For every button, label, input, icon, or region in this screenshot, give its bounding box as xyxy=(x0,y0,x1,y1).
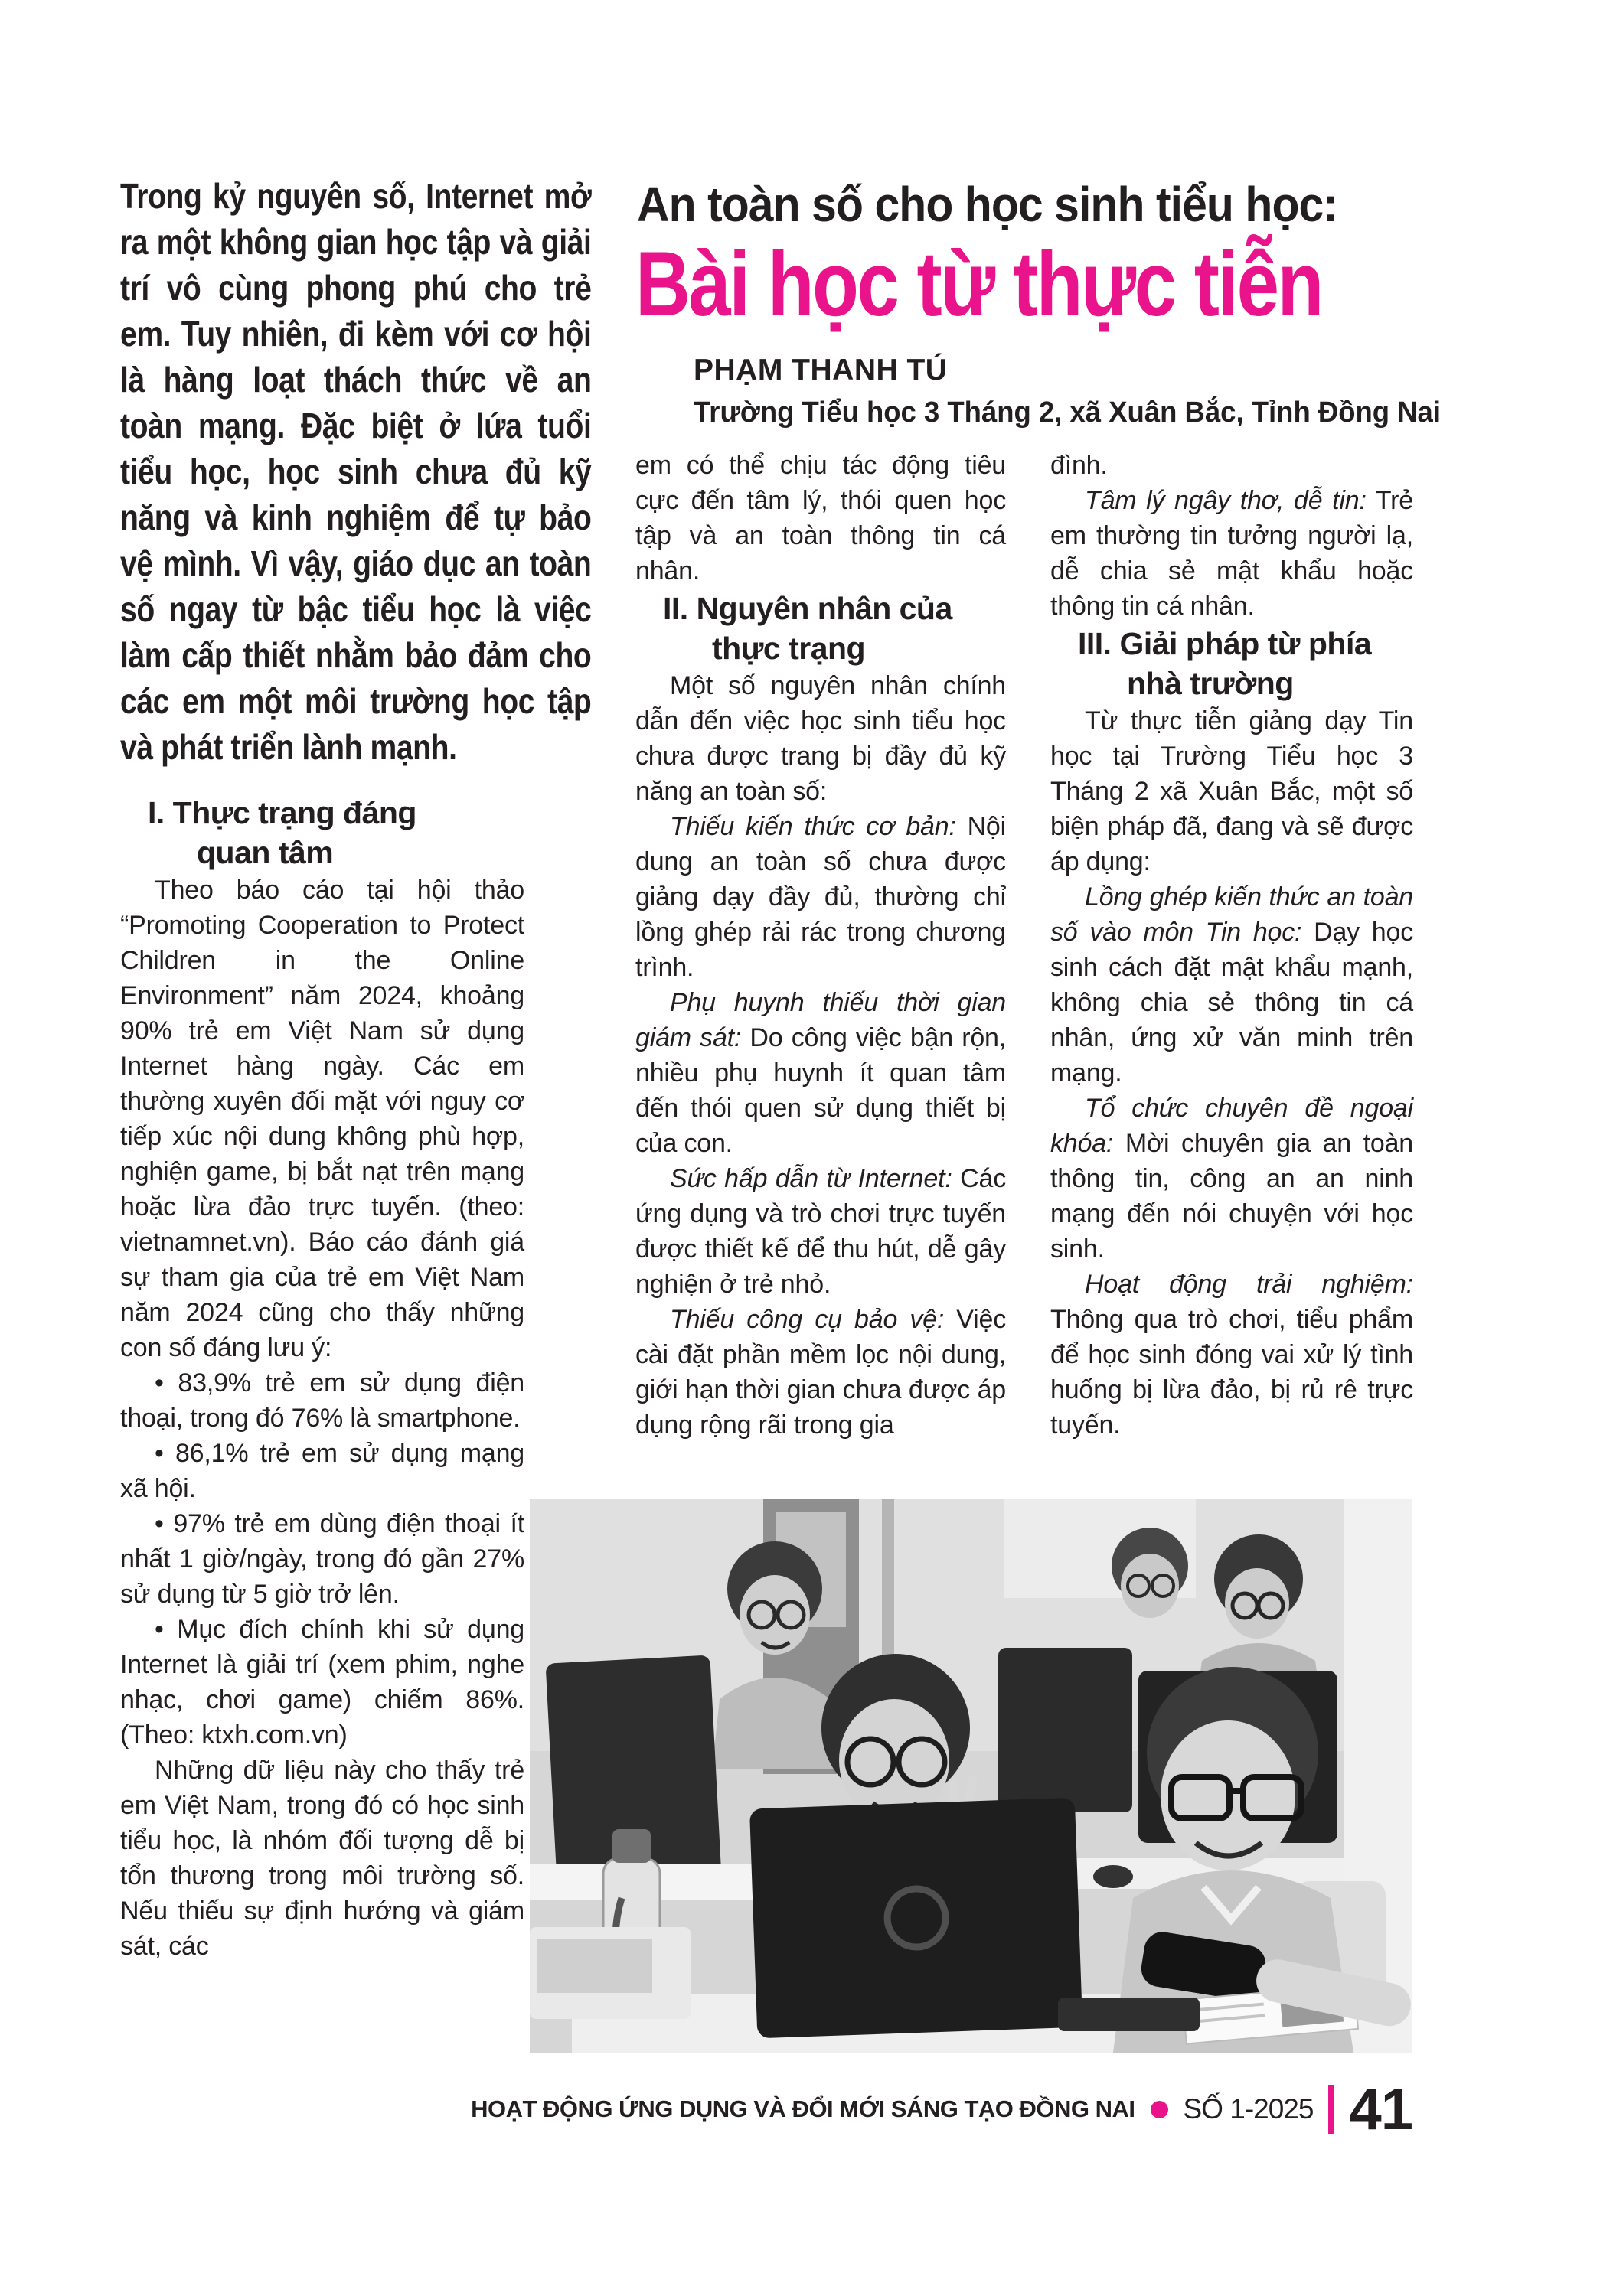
column-3 xyxy=(1050,448,1413,1443)
cause-item xyxy=(1050,483,1413,624)
solution-item xyxy=(1050,879,1413,1091)
section-heading-1-line2: quan tâm xyxy=(197,835,334,870)
section-heading-2-line1: II. Nguyên nhân của xyxy=(663,591,952,626)
item-lead: Phụ huynh thiếu thời gian giám sát: xyxy=(635,988,1006,1052)
solution-item xyxy=(1050,1091,1413,1267)
author-block xyxy=(694,354,1472,429)
bullet-item: • 83,9% trẻ em sử dụng điện thoại, trong đó 76% là smartphone. xyxy=(120,1368,524,1433)
section-heading-3-line1: III. Giải pháp từ phía xyxy=(1078,626,1372,661)
section-heading-1-line1: I. Thực trạng đáng xyxy=(148,795,416,830)
item-lead: Tâm lý ngây thơ, dễ tin: xyxy=(1085,486,1367,515)
bullet-item: • 97% trẻ em dùng điện thoại ít nhất 1 giờ/ngày, trong đó gần 27% sử dụng từ 5 giờ trở lên. xyxy=(120,1509,524,1609)
item-text: Mời chuyên gia an toàn thông tin, công an an ninh mạng đến nói chuyện với học sinh. xyxy=(1050,1129,1414,1264)
paragraph: Một số nguyên nhân chính dẫn đến việc học sinh tiểu học chưa được trang bị đầy đủ kỹ năng an toàn số: xyxy=(635,671,1006,806)
cause-item xyxy=(635,1302,1006,1443)
item-lead: Thiếu công cụ bảo vệ: xyxy=(670,1305,945,1334)
cause-item xyxy=(635,1161,1006,1302)
section-heading-2 xyxy=(635,589,1006,668)
item-text: Việc cài đặt phần mềm lọc nội dung, giới hạn thời gian chưa được áp dụng rộng rãi trong gia xyxy=(635,1305,1007,1440)
paragraph: Những dữ liệu này cho thấy trẻ em Việt Nam, trong đó có học sinh tiểu học, là nhóm đối tượng dễ bị tổn thương trong môi trường số. Nếu thiếu sự định hướng và giám sát, các xyxy=(120,1756,524,1961)
item-lead: Thiếu kiến thức cơ bản: xyxy=(670,812,956,841)
item-lead: Sức hấp dẫn từ Internet: xyxy=(670,1164,952,1193)
column-1 xyxy=(120,793,524,1964)
bullet-item: • 86,1% trẻ em sử dụng mạng xã hội. xyxy=(120,1439,524,1503)
column-2 xyxy=(635,448,1006,1443)
item-text: Trẻ em thường tin tưởng người lạ, dễ chia sẻ mật khẩu hoặc thông tin cá nhân. xyxy=(1050,486,1413,621)
author-name: PHẠM THANH TÚ xyxy=(694,354,948,386)
cause-item xyxy=(635,809,1006,985)
section-heading-1 xyxy=(120,793,524,872)
article-photo xyxy=(530,1499,1412,2053)
author-affiliation: Trường Tiểu học 3 Tháng 2, xã Xuân Bắc, Tỉnh Đồng Nai xyxy=(694,396,1441,429)
item-text: Thông qua trò chơi, tiểu phẩm để học sinh đóng vai xử lý tình huống bị lừa đảo, bị rủ rê trực tuyến. xyxy=(1050,1305,1413,1440)
article-kicker: An toàn số cho học sinh tiểu học: xyxy=(637,177,1337,232)
footer-issue: SỐ 1-2025 xyxy=(1183,2093,1314,2125)
item-text: Do công việc bận rộn, nhiều phụ huynh ít quan tâm đến thói quen sử dụng thiết bị của con. xyxy=(635,1023,1006,1158)
section-heading-3-line2: nhà trường xyxy=(1127,666,1294,701)
item-lead: Hoạt động trải nghiệm: xyxy=(1085,1270,1413,1299)
item-text: Nội dung an toàn số chưa được giảng dạy đầy đủ, thường chỉ lồng ghép rải rác trong chương trình. xyxy=(635,812,1006,982)
paragraph-continuation: đình. xyxy=(1050,451,1108,480)
item-text: Các ứng dụng và trò chơi trực tuyến được thiết kế để thu hút, dễ gây nghiện ở trẻ nhỏ. xyxy=(635,1164,1007,1299)
solution-item xyxy=(1050,1267,1413,1443)
intro-paragraph: Trong kỷ nguyên số, Internet mở ra một không gian học tập và giải trí vô cùng phong phú cho trẻ em. Tuy nhiên, đi kèm với cơ hội là hàng loạt thách thức về an toàn mạng. Đặc biệt ở lứa tuổi tiểu học, học sinh chưa đủ kỹ năng và kinh nghiệm để tự bảo vệ mình. Vì vậy, giáo dục an toàn số ngay từ bậc tiểu học là việc làm cấp thiết nhằm bảo đảm cho các em một môi trường học tập và phát triển lành mạnh. xyxy=(120,176,592,767)
article-title: Bài học từ thực tiễn xyxy=(635,233,1322,335)
page-footer xyxy=(471,2071,1412,2148)
paragraph-continuation: em có thể chịu tác động tiêu cực đến tâm lý, thói quen học tập và an toàn thông tin cá nhân. xyxy=(635,451,1006,585)
divider-bar xyxy=(1328,2085,1334,2134)
bullet-dot-icon xyxy=(1151,2101,1168,2118)
classroom-photo-illustration xyxy=(530,1499,1412,2053)
footer-page-number: 41 xyxy=(1349,2076,1412,2142)
paragraph: Theo báo cáo tại hội thảo “Promoting Cooperation to Protect Children in the Online Environment” năm 2024, khoảng 90% trẻ em Việt Nam sử dụng Internet hàng ngày. Các em thường xuyên đối mặt với nguy cơ tiếp xúc nội dung không phù hợp, nghiện game, bị bắt nạt trên mạng hoặc lừa đảo trực tuyến. (theo: vietnamnet.vn). Báo cáo đánh giá sự tham gia của trẻ em Việt Nam năm 2024 cũng cho thấy những con số đáng lưu ý: xyxy=(120,876,524,1362)
section-heading-2-line2: thực trạng xyxy=(712,631,866,666)
item-lead: Lồng ghép kiến thức an toàn số vào môn Tin học: xyxy=(1050,882,1413,947)
footer-journal-name: HOẠT ĐỘNG ỨNG DỤNG VÀ ĐỔI MỚI SÁNG TẠO ĐỒNG NAI xyxy=(471,2095,1135,2122)
item-text: Dạy học sinh cách đặt mật khẩu mạnh, không chia sẻ thông tin cá nhân, ứng xử văn minh trên mạng. xyxy=(1050,918,1413,1088)
bullet-item: • Mục đích chính khi sử dụng Internet là giải trí (xem phim, nghe nhạc, chơi game) chiếm 86%. (Theo: ktxh.com.vn) xyxy=(120,1615,524,1750)
section-heading-3 xyxy=(1050,624,1413,703)
cause-item xyxy=(635,985,1006,1161)
paragraph: Từ thực tiễn giảng dạy Tin học tại Trường Tiểu học 3 Tháng 2 xã Xuân Bắc, một số biện pháp đã, đang và sẽ được áp dụng: xyxy=(1050,706,1413,876)
item-lead: Tổ chức chuyên đề ngoại khóa: xyxy=(1050,1094,1413,1158)
